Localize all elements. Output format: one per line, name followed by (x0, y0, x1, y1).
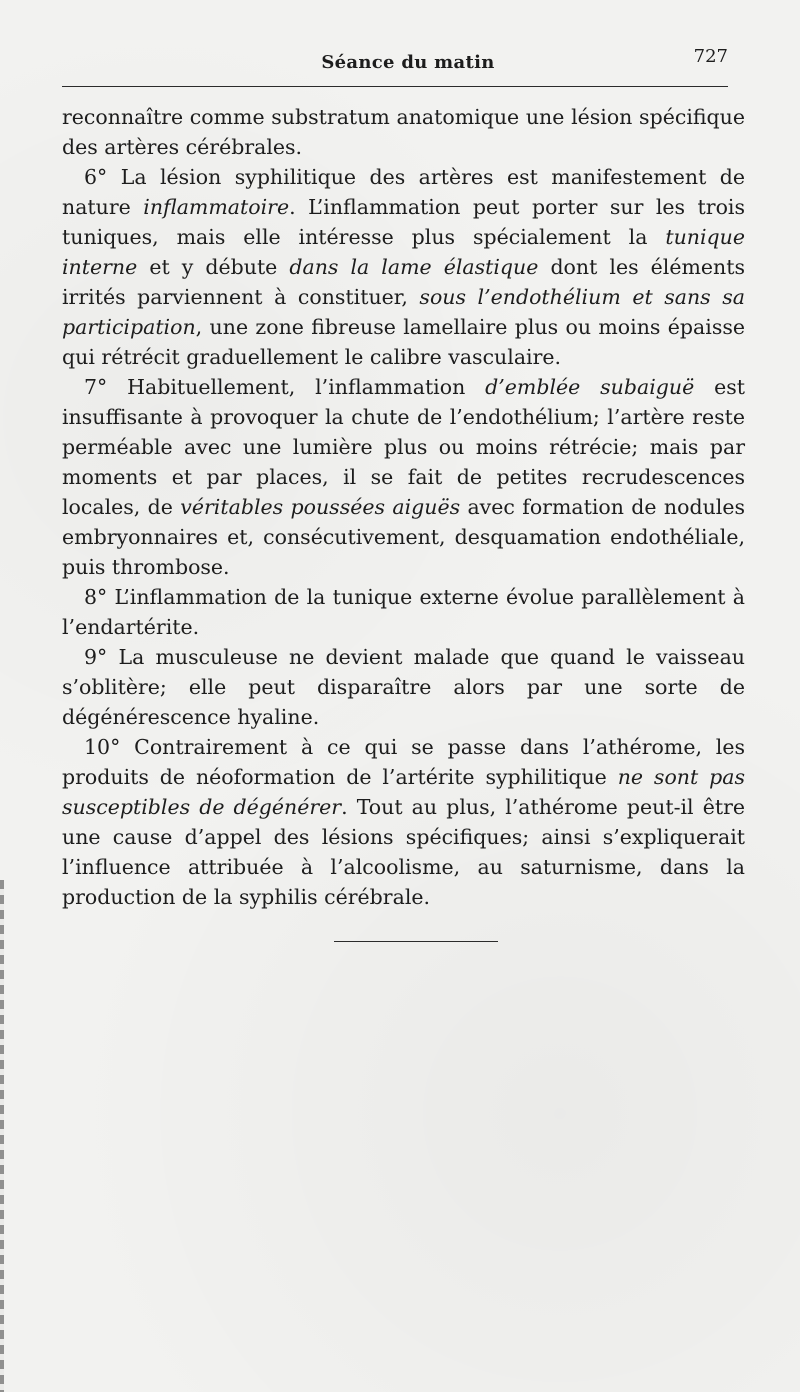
text-run: 9° La musculeuse ne devient malade que quand le vaisseau s’oblitère; elle peut disparaître alors par une sorte de dégénérescence hyaline. (62, 645, 745, 729)
italic-text: sous l’endothélium et sans sa participation (62, 285, 745, 339)
text-run: . Tout au plus, l’athérome peut-il être une cause d’appel des lésions spécifiques; ainsi s’expliquerait l’influence attribuée à l’alcoolisme, au saturnisme, dans la production de la syphilis cérébrale. (62, 795, 745, 909)
text-run: reconnaître comme substratum anatomique une lésion spécifique des artères cérébrales. (62, 105, 745, 159)
text-run: dont les éléments irrités parviennent à constituer, (62, 255, 745, 309)
italic-text: tunique interne (62, 225, 745, 279)
paragraph-9 (62, 642, 745, 732)
italic-text: ne sont pas susceptibles de dégénérer (62, 765, 745, 819)
paragraph-7 (62, 372, 745, 582)
text-run: 6° La lésion syphilitique des artères est manifestement de nature (62, 165, 745, 219)
page-edge-shadow (0, 880, 4, 1392)
text-run: avec formation de nodules embryonnaires et, consécutivement, desquamation endothéliale, puis thrombose. (62, 495, 745, 579)
paragraph-10 (62, 732, 745, 912)
end-rule (334, 941, 498, 942)
page-number: 727 (693, 46, 728, 67)
text-run: 7° Habituellement, l’inflammation (84, 375, 486, 399)
text-run: , une zone fibreuse lamellaire plus ou moins épaisse qui rétrécit graduellement le calibre vasculaire. (62, 315, 745, 369)
italic-text: inflammatoire (143, 195, 290, 219)
text-run: 8° L’inflammation de la tunique externe évolue parallèlement à l’endartérite. (62, 585, 745, 639)
italic-text: dans la lame élastique (289, 255, 539, 279)
text-run: est insuffisante à provoquer la chute de l’endothélium; l’artère reste perméable avec une lumière plus ou moins rétrécie; mais par moments et par places, il se fait de petites recrudescences locales, de (62, 375, 745, 519)
text-run: 10° Contrairement à ce qui se passe dans l’athérome, les produits de néoformation de l’artérite syphilitique (62, 735, 745, 789)
paragraph-continuation (62, 102, 745, 162)
header-rule (62, 86, 728, 87)
text-run: et y débute (137, 255, 290, 279)
body-text (62, 102, 745, 912)
running-title: Séance du matin (321, 52, 495, 73)
paragraph-6 (62, 162, 745, 372)
italic-text: véritables poussées aiguës (180, 495, 461, 519)
italic-text: d’emblée subaiguë (485, 375, 695, 399)
paragraph-8 (62, 582, 745, 642)
text-run: . L’inflammation peut porter sur les trois tuniques, mais elle intéresse plus spécialement la (62, 195, 745, 249)
page-header (62, 46, 728, 86)
